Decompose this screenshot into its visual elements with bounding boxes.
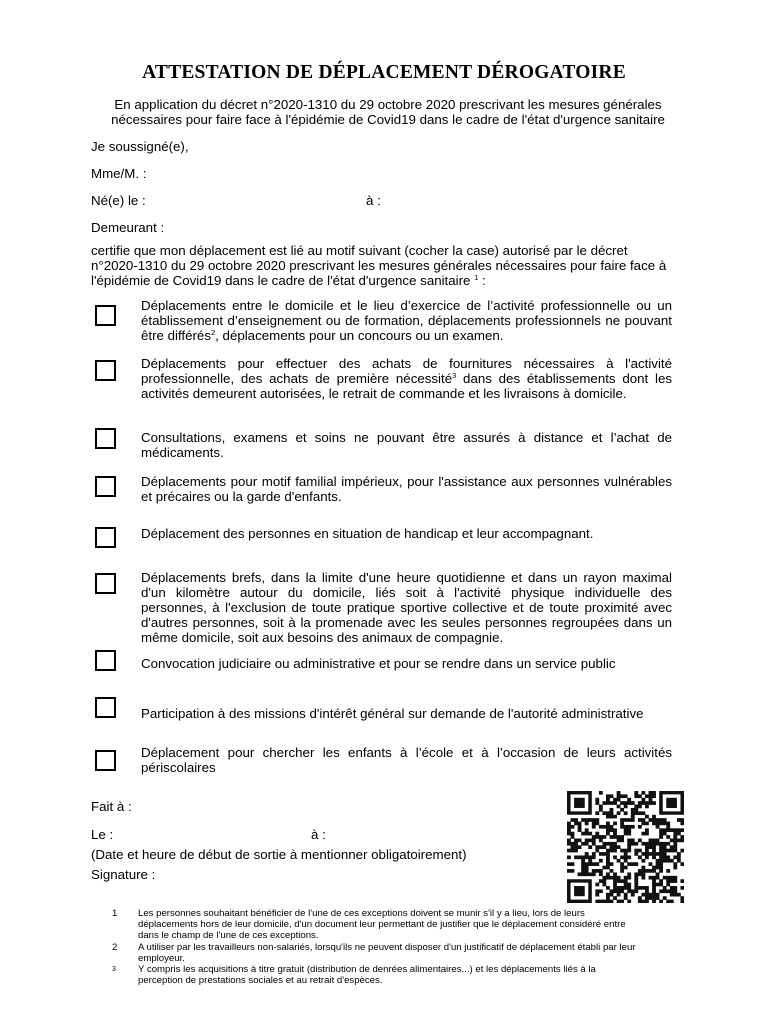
- checkbox-sport-animaux[interactable]: [95, 573, 116, 594]
- reason-line: d'autres personnes, soit à la promenade avec les seules personnes regroupées dans un: [141, 615, 672, 630]
- certify-line-end: :: [478, 273, 486, 288]
- checkbox-missions[interactable]: [95, 697, 116, 718]
- date-note: (Date et heure de début de sortie à mentionner obligatoirement): [91, 847, 467, 862]
- soussigne-label: Je soussigné(e),: [91, 139, 189, 154]
- reason-famille: [141, 474, 672, 504]
- reason-line: Déplacements pour effectuer des achats de fournitures nécessaires à l'activité: [141, 356, 672, 371]
- footnote-ref: 2: [210, 328, 216, 337]
- reason-sport-animaux: [141, 570, 672, 645]
- reason-travail: [141, 298, 672, 343]
- reason-line: Consultations, examens et soins ne pouvant être assurés à distance et l’achat de: [141, 430, 672, 445]
- certify-line: [91, 273, 674, 288]
- reason-line: même domicile, soit aux besoins des animaux de compagnie.: [141, 630, 504, 645]
- reason-line: personnes, à l'exclusion de toute pratique sportive collective et de toute proximité avec: [141, 600, 672, 615]
- certify-line: n°2020-1310 du 29 octobre 2020 prescrivant les mesures générales nécessaires pour faire face à: [91, 258, 667, 273]
- time-label: à :: [311, 827, 326, 842]
- document-title: ATTESTATION DE DÉPLACEMENT DÉROGATOIRE: [142, 62, 626, 83]
- reason-sante: [141, 430, 672, 460]
- reason-line: Déplacements pour motif familial impérieux, pour l'assistance aux personnes vulnérables: [141, 474, 672, 489]
- reason-line: [141, 371, 672, 386]
- reason-line: Convocation judiciaire ou administrative et pour se rendre dans un service public: [141, 656, 616, 671]
- certify-line-text: l'épidémie de Covid19 dans le cadre de l'état d'urgence sanitaire: [91, 273, 471, 288]
- birth-place-label: à :: [366, 193, 381, 208]
- reason-line-text: professionnelle, des achats de première nécessité: [141, 371, 453, 386]
- name-field-label: Mme/M. :: [91, 166, 147, 181]
- date-label: Le :: [91, 827, 114, 842]
- footnote-1: [112, 908, 672, 942]
- reason-achats: [141, 356, 672, 401]
- footnotes: [112, 908, 672, 986]
- footnote-line: employeur.: [138, 952, 185, 964]
- reason-line-text: dans des établissements dont les: [456, 371, 673, 386]
- checkbox-convocation[interactable]: [95, 650, 116, 671]
- footnote-line: Y compris les acquisitions à titre gratuit (distribution de denrées alimentaires...) et les déplacements liés à la: [138, 964, 596, 976]
- intro-line: En application du décret n°2020-1310 du 29 octobre 2020 prescrivant les mesures générales: [114, 97, 662, 112]
- footnote-3: [112, 964, 672, 986]
- address-label: Demeurant :: [91, 220, 165, 235]
- footnote-2: [112, 942, 672, 964]
- footnote-line: perception de prestations sociales et au retrait d'espèces.: [138, 975, 383, 987]
- reason-line: et précaires ou la garde d'enfants.: [141, 489, 342, 504]
- reason-line-text: être différés: [141, 328, 211, 343]
- reason-enfants: [141, 745, 672, 775]
- reason-missions: [141, 706, 672, 721]
- intro-text: [90, 97, 686, 127]
- reason-line: périscolaires: [141, 760, 216, 775]
- footnote-ref: 1: [474, 273, 479, 282]
- checkbox-travail[interactable]: [95, 305, 116, 326]
- reason-line: médicaments.: [141, 445, 224, 460]
- footnote-line: déplacements hors de leur domicile, d'un document leur permettant de justifier que le déplacement considéré entre: [138, 919, 626, 931]
- birth-date-label: Né(e) le :: [91, 193, 146, 208]
- footnote-line: Les personnes souhaitant bénéficier de l'une de ces exceptions doivent se munir s'il y a lieu, lors de leurs: [138, 908, 585, 919]
- reason-convocation: [141, 656, 672, 671]
- reason-line: [141, 328, 672, 343]
- checkbox-handicap[interactable]: [95, 527, 116, 548]
- reason-line-text: , déplacements pour un concours ou un examen.: [215, 328, 504, 343]
- checkbox-famille[interactable]: [95, 476, 116, 497]
- reason-line: Déplacement pour chercher les enfants à l’école et à l’occasion de leurs activités: [141, 745, 672, 760]
- footnote-number: 2: [112, 941, 118, 953]
- checkbox-sante[interactable]: [95, 428, 116, 449]
- reason-line: activités demeurent autorisées, le retrait de commande et les livraisons à domicile.: [141, 386, 627, 401]
- checkbox-enfants[interactable]: [95, 750, 116, 771]
- footnote-number: 1: [112, 908, 118, 919]
- certify-text: [91, 243, 674, 288]
- signature-label: Signature :: [91, 867, 156, 882]
- footnote-line: A utiliser par les travailleurs non-salariés, lorsqu'ils ne peuvent disposer d'un justificatif de déplacement établi par leur: [138, 941, 636, 953]
- reason-line: Participation à des missions d'intérêt général sur demande de l'autorité administrative: [141, 706, 644, 721]
- certify-line: certifie que mon déplacement est lié au motif suivant (cocher la case) autorisé par le décret: [91, 243, 628, 258]
- qr-code-image: [567, 791, 684, 903]
- reason-handicap: [141, 526, 672, 541]
- footnote-ref: 3: [452, 371, 457, 380]
- reason-line: d'un kilomètre autour du domicile, liés soit à l'activité physique individuelle des: [141, 585, 672, 600]
- fait-a-label: Fait à :: [91, 799, 132, 814]
- footnote-number: 3: [112, 966, 116, 974]
- reason-line: Déplacement des personnes en situation de handicap et leur accompagnant.: [141, 526, 594, 541]
- reason-line: Déplacements brefs, dans la limite d'une heure quotidienne et dans un rayon maximal: [141, 570, 672, 585]
- reason-line: établissement d’enseignement ou de formation, déplacements professionnels ne pouvant: [141, 313, 672, 328]
- checkbox-achats[interactable]: [95, 360, 116, 381]
- reason-line: Déplacements entre le domicile et le lieu d’exercice de l’activité professionnelle ou un: [141, 298, 672, 313]
- footnote-line: dans le champ de l'une de ces exceptions.: [138, 930, 319, 942]
- intro-line: nécessaires pour faire face à l'épidémie de Covid19 dans le cadre de l'état d'urgence sanitaire: [111, 112, 665, 127]
